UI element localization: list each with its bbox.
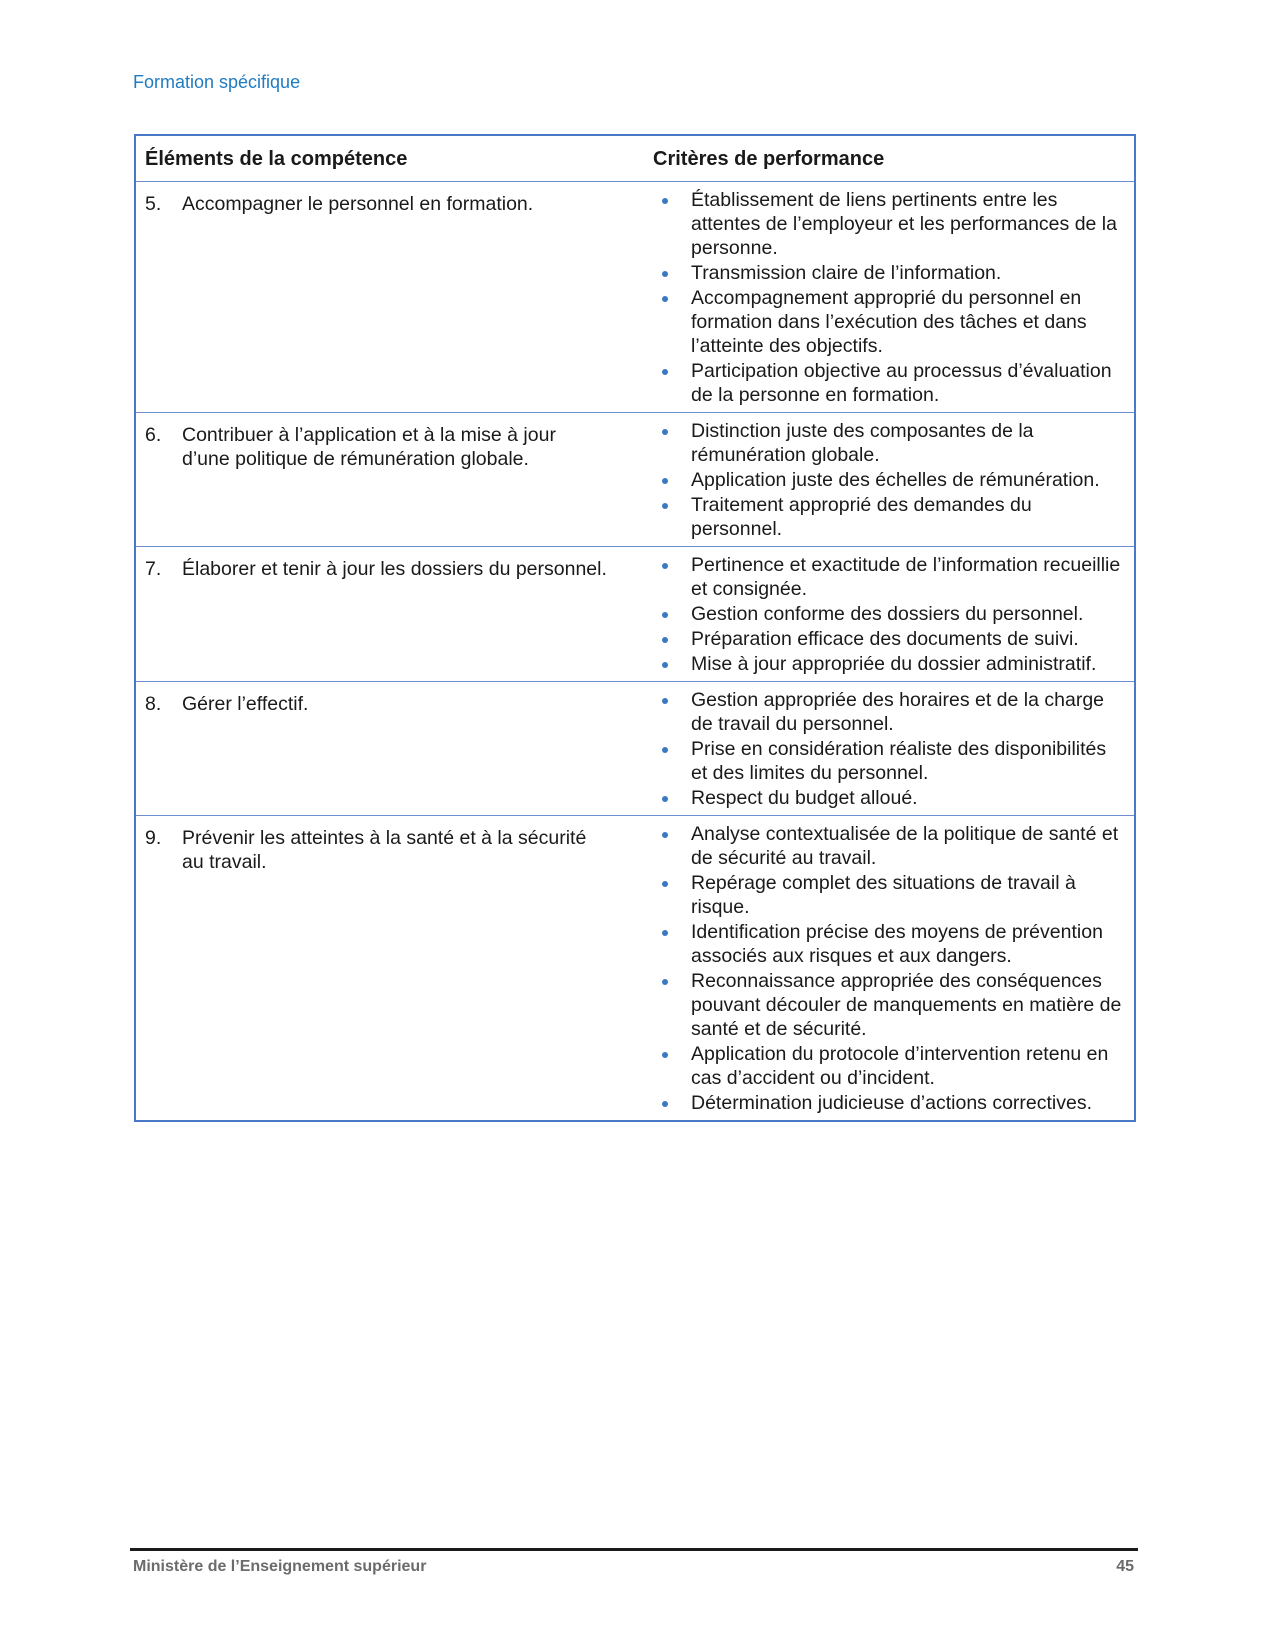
table-header-row [136, 136, 1134, 182]
criteria-item [654, 553, 1126, 601]
criteria-text: Transmission claire de l’information. [691, 262, 1002, 284]
element-text: Accompagner le personnel en formation. [182, 193, 534, 215]
bullet-icon [654, 261, 691, 285]
criteria-text: Établissement de liens pertinents entre les attentes de l’employeur et les performances de la personne. [691, 189, 1117, 259]
competence-element [145, 188, 637, 216]
footer-publisher: Ministère de l’Enseignement supérieur [133, 1558, 427, 1575]
bullet-icon [654, 688, 691, 736]
bullet-icon [654, 920, 691, 968]
criteria-text: Détermination judicieuse d’actions correctives. [691, 1092, 1093, 1114]
element-cell [136, 682, 645, 816]
bullet-icon [654, 627, 691, 651]
bullet-icon [654, 969, 691, 1041]
bullet-icon [654, 493, 691, 541]
column-header-criteria: Critères de performance [645, 136, 1134, 182]
element-number: 6. [145, 424, 162, 446]
criteria-item [654, 688, 1126, 736]
criteria-item [654, 468, 1126, 492]
criteria-item [654, 627, 1126, 651]
page-header-title: Formation spécifique [133, 72, 301, 92]
criteria-text: Pertinence et exactitude de l’information recueillie et consignée. [691, 554, 1121, 600]
criteria-item [654, 1042, 1126, 1090]
criteria-item [654, 652, 1126, 676]
bullet-icon [654, 822, 691, 870]
criteria-item [654, 871, 1126, 919]
criteria-item [654, 920, 1126, 968]
bullet-icon [654, 286, 691, 358]
table-body [136, 182, 1134, 1121]
criteria-cell [645, 182, 1134, 413]
element-number: 8. [145, 693, 162, 715]
criteria-cell [645, 682, 1134, 816]
element-text: Prévenir les atteintes à la santé et à la sécurité au travail. [182, 827, 587, 873]
bullet-icon [654, 1042, 691, 1090]
criteria-list [654, 822, 1126, 1115]
competence-table-grid [136, 136, 1134, 1120]
criteria-item [654, 359, 1126, 407]
criteria-item [654, 822, 1126, 870]
criteria-text: Gestion appropriée des horaires et de la charge de travail du personnel. [691, 689, 1105, 735]
criteria-item [654, 1091, 1126, 1115]
table-row [136, 547, 1134, 682]
competence-table [134, 134, 1136, 1122]
competence-element [145, 688, 637, 716]
bullet-icon [654, 468, 691, 492]
bullet-icon [654, 652, 691, 676]
criteria-item [654, 737, 1126, 785]
element-cell [136, 182, 645, 413]
criteria-text: Repérage complet des situations de travail à risque. [691, 872, 1076, 918]
criteria-text: Participation objective au processus d’évaluation de la personne en formation. [691, 360, 1112, 406]
criteria-text: Identification précise des moyens de prévention associés aux risques et aux dangers. [691, 921, 1103, 967]
element-cell [136, 413, 645, 547]
criteria-item [654, 261, 1126, 285]
criteria-item [654, 188, 1126, 260]
table-row [136, 816, 1134, 1121]
criteria-cell [645, 413, 1134, 547]
criteria-text: Traitement approprié des demandes du personnel. [691, 494, 1032, 540]
criteria-list [654, 188, 1126, 407]
criteria-text: Respect du budget alloué. [691, 787, 918, 809]
criteria-item [654, 969, 1126, 1041]
bullet-icon [654, 359, 691, 407]
bullet-icon [654, 871, 691, 919]
bullet-icon [654, 188, 691, 260]
element-number: 5. [145, 193, 162, 215]
footer-page-number: 45 [1116, 1558, 1134, 1575]
competence-element [145, 419, 637, 471]
criteria-text: Préparation efficace des documents de suivi. [691, 628, 1079, 650]
criteria-text: Application du protocole d’intervention retenu en cas d’accident ou d’incident. [691, 1043, 1109, 1089]
bullet-icon [654, 419, 691, 467]
element-number: 9. [145, 827, 162, 849]
criteria-list [654, 553, 1126, 676]
bullet-icon [654, 1091, 691, 1115]
criteria-item [654, 419, 1126, 467]
element-number: 7. [145, 558, 162, 580]
criteria-text: Mise à jour appropriée du dossier administratif. [691, 653, 1097, 675]
competence-element [145, 553, 637, 581]
bullet-icon [654, 786, 691, 810]
criteria-text: Prise en considération réaliste des disponibilités et des limites du personnel. [691, 738, 1107, 784]
criteria-list [654, 419, 1126, 541]
criteria-text: Analyse contextualisée de la politique de santé et de sécurité au travail. [691, 823, 1119, 869]
table-row [136, 413, 1134, 547]
table-row [136, 682, 1134, 816]
element-cell [136, 547, 645, 682]
bullet-icon [654, 553, 691, 601]
element-text: Contribuer à l’application et à la mise à jour d’une politique de rémunération globale. [182, 424, 556, 470]
criteria-text: Application juste des échelles de rémunération. [691, 469, 1100, 491]
element-text: Élaborer et tenir à jour les dossiers du personnel. [182, 558, 607, 580]
criteria-item [654, 602, 1126, 626]
criteria-text: Accompagnement approprié du personnel en formation dans l’exécution des tâches et dans l’atteinte des objectifs. [691, 287, 1087, 357]
criteria-list [654, 688, 1126, 810]
criteria-text: Gestion conforme des dossiers du personnel. [691, 603, 1084, 625]
criteria-cell [645, 547, 1134, 682]
criteria-item [654, 786, 1126, 810]
criteria-item [654, 493, 1126, 541]
criteria-cell [645, 816, 1134, 1121]
criteria-text: Distinction juste des composantes de la rémunération globale. [691, 420, 1034, 466]
competence-element [145, 822, 637, 874]
table-row [136, 182, 1134, 413]
criteria-text: Reconnaissance appropriée des conséquences pouvant découler de manquements en matière de santé et de sécurité. [691, 970, 1122, 1040]
footer-divider [130, 1548, 1138, 1551]
element-text: Gérer l’effectif. [182, 693, 309, 715]
column-header-elements: Éléments de la compétence [136, 136, 645, 182]
bullet-icon [654, 737, 691, 785]
element-cell [136, 816, 645, 1121]
criteria-item [654, 286, 1126, 358]
bullet-icon [654, 602, 691, 626]
